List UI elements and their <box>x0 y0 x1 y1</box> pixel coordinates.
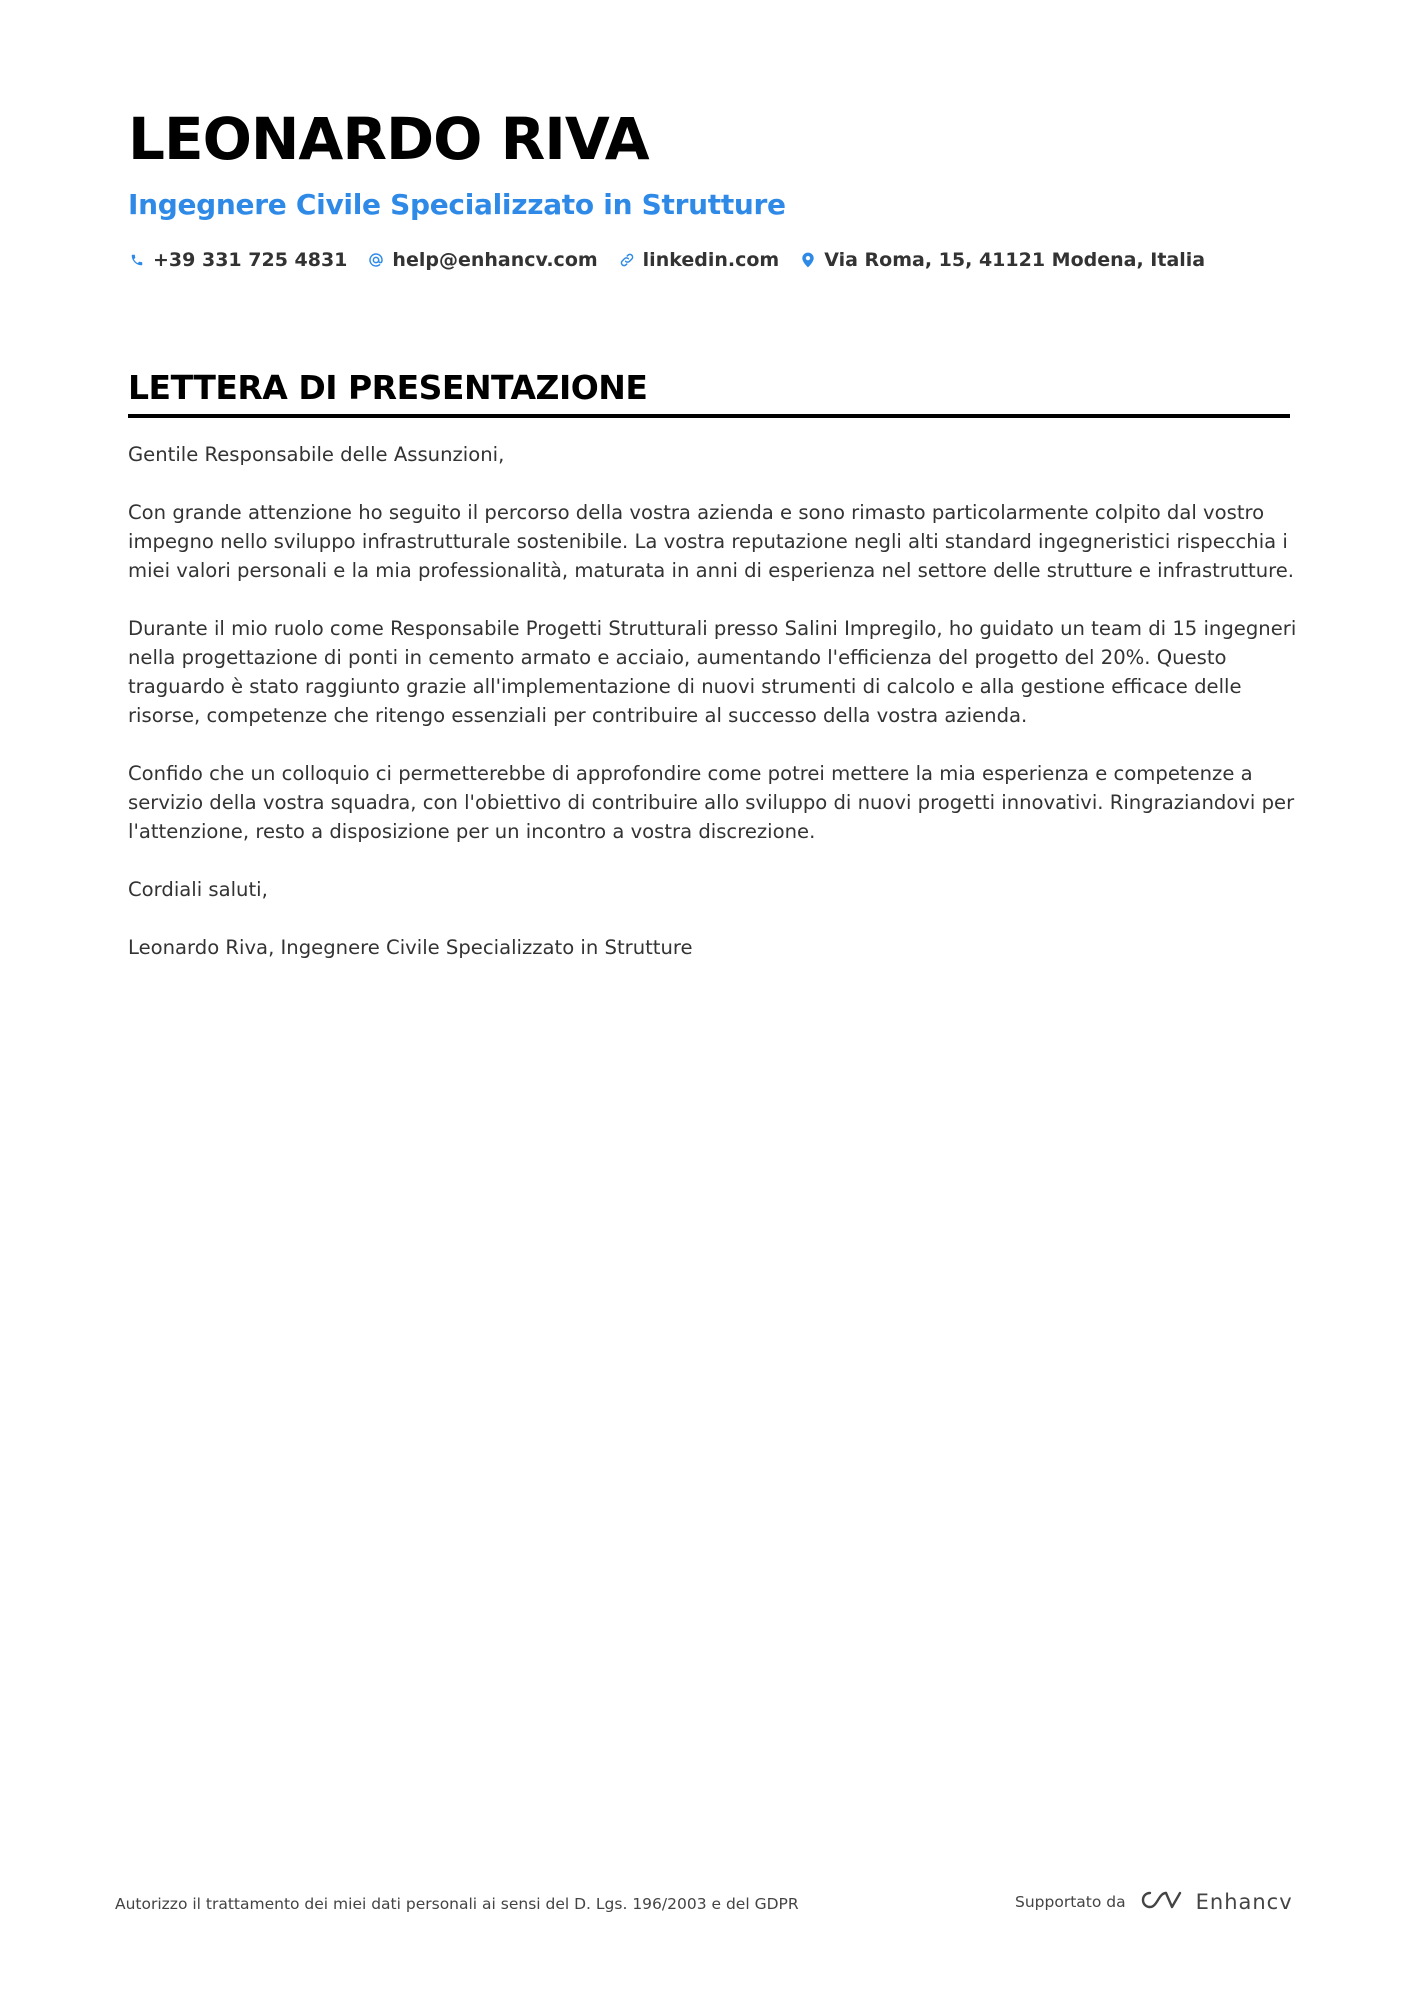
privacy-consent: Autorizzo il trattamento dei miei dati personali ai sensi del D. Lgs. 196/2003 e del GDPR <box>115 1895 799 1913</box>
phone-text: +39 331 725 4831 <box>153 248 348 271</box>
contact-linkedin[interactable] <box>618 249 780 271</box>
enhancv-logo-icon <box>1138 1888 1184 1916</box>
at-icon <box>367 251 385 269</box>
contact-email[interactable] <box>367 249 597 271</box>
contact-phone <box>128 249 347 271</box>
contact-bar <box>128 249 1288 271</box>
letter-paragraph: Con grande attenzione ho seguito il percorso della vostra azienda e sono rimasto particolarmente colpito dal vostro impegno nello sviluppo infrastrutturale sostenibile. La vostra reputazione negli alti standard ingegneristici rispecchia i miei valori personali e la mia professionalità, maturata in anni di esperienza nel settore delle strutture e infrastrutture. <box>128 501 1295 582</box>
candidate-name: LEONARDO RIVA <box>128 105 649 173</box>
letter-closing: Cordiali saluti, <box>128 878 268 901</box>
header <box>128 105 1288 271</box>
phone-icon <box>128 251 146 269</box>
letter-paragraph: Durante il mio ruolo come Responsabile Progetti Strutturali presso Salini Impregilo, ho guidato un team di 15 ingegneri nella progettazione di ponti in cemento armato e acciaio, aumentando l'efficienza del progetto del 20%. Questo traguardo è stato raggiunto grazie all'implementazione di nuovi strumenti di calcolo e alla gestione efficace delle risorse, competenze che ritengo essenziali per contribuire al successo della vostra azienda. <box>128 617 1297 727</box>
letter-signature: Leonardo Riva, Ingegnere Civile Specializzato in Strutture <box>128 936 693 959</box>
brand-name: Enhancv <box>1195 1890 1293 1914</box>
address-text: Via Roma, 15, 41121 Modena, Italia <box>824 248 1206 271</box>
powered-label: Supportato da <box>1015 1893 1126 1911</box>
job-title: Ingegnere Civile Specializzato in Strutture <box>128 187 786 221</box>
location-pin-icon <box>799 251 817 269</box>
link-icon <box>618 251 636 269</box>
linkedin-text[interactable]: linkedin.com <box>642 248 780 271</box>
email-text[interactable]: help@enhancv.com <box>392 248 598 271</box>
powered-by[interactable] <box>1015 1888 1293 1916</box>
letter-paragraph: Confido che un colloquio ci permetterebbe di approfondire come potrei mettere la mia esperienza e competenze a servizio della vostra squadra, con l'obiettivo di contribuire allo sviluppo di nuovi progetti innovativi. Ringraziandovi per l'attenzione, resto a disposizione per un incontro a vostra discrezione. <box>128 762 1295 843</box>
letter-body <box>128 440 1298 991</box>
section-heading: LETTERA DI PRESENTAZIONE <box>128 368 1290 418</box>
letter-greeting: Gentile Responsabile delle Assunzioni, <box>128 443 505 466</box>
contact-address <box>799 249 1205 271</box>
